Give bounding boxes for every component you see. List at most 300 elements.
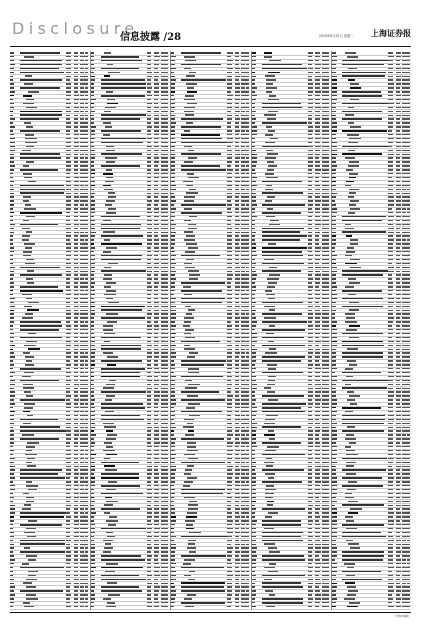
- row-name: [262, 212, 301, 214]
- row-value: [407, 115, 410, 116]
- row-code: [332, 99, 337, 100]
- row-value: [147, 228, 152, 229]
- row-name: [184, 348, 195, 350]
- row-code: [332, 481, 337, 482]
- row-code: [91, 571, 95, 572]
- row-code: [252, 200, 257, 201]
- row-code: [91, 278, 95, 279]
- row-code: [332, 161, 336, 162]
- row-value: [308, 403, 313, 404]
- row-value: [235, 325, 240, 326]
- row-value: [388, 555, 392, 556]
- row-value: [315, 103, 320, 104]
- row-code: [332, 590, 335, 591]
- row-code: [252, 559, 256, 560]
- row-value: [74, 540, 79, 541]
- row-value: [308, 204, 313, 205]
- row-value: [227, 134, 232, 135]
- row-code: [91, 91, 95, 92]
- row-value: [74, 403, 79, 404]
- row-value: [326, 594, 329, 595]
- row-value: [315, 555, 319, 556]
- row-code: [91, 547, 96, 548]
- row-name: [342, 231, 386, 233]
- row-name: [23, 582, 32, 584]
- row-value: [165, 536, 168, 537]
- row-code: [91, 306, 95, 307]
- row-value: [315, 505, 320, 506]
- row-value: [66, 91, 71, 92]
- row-code: [91, 466, 96, 467]
- row-value: [407, 99, 410, 100]
- row-value: [246, 388, 249, 389]
- row-value: [165, 118, 168, 119]
- row-name: [24, 403, 35, 405]
- row-value: [227, 247, 232, 248]
- row-code: [10, 602, 14, 603]
- row-value: [85, 193, 88, 194]
- row-value: [147, 469, 152, 470]
- row-name: [266, 606, 275, 608]
- row-code: [91, 419, 95, 420]
- row-name: [264, 543, 275, 545]
- row-code: [332, 586, 337, 587]
- row-name: [26, 99, 35, 101]
- row-value: [396, 247, 400, 248]
- row-value: [74, 606, 78, 607]
- row-value: [308, 130, 313, 131]
- row-value: [326, 384, 329, 385]
- row-value: [396, 118, 400, 119]
- row-value: [396, 583, 400, 584]
- row-value: [66, 430, 71, 431]
- row-code: [332, 95, 337, 96]
- row-value: [315, 594, 320, 595]
- row-name: [101, 419, 145, 421]
- row-code: [252, 150, 256, 151]
- row-value: [85, 497, 88, 498]
- row-name: [101, 130, 142, 132]
- row-value: [85, 274, 88, 275]
- row-code: [332, 352, 336, 353]
- row-code: [332, 317, 335, 318]
- row-value: [308, 247, 313, 248]
- row-code: [91, 122, 94, 123]
- row-value: [85, 391, 88, 392]
- row-value: [326, 294, 329, 295]
- row-name: [101, 575, 140, 577]
- row-value: [74, 56, 78, 57]
- row-value: [165, 547, 168, 548]
- row-value: [315, 329, 320, 330]
- row-code: [332, 516, 337, 517]
- row-code: [252, 419, 255, 420]
- row-name: [262, 481, 303, 483]
- row-code: [91, 142, 94, 143]
- row-value: [315, 532, 320, 533]
- row-value: [388, 395, 393, 396]
- row-value: [147, 458, 151, 459]
- row-code: [332, 286, 337, 287]
- row-value: [85, 235, 88, 236]
- row-value: [308, 232, 312, 233]
- row-value: [165, 325, 168, 326]
- row-value: [241, 349, 245, 350]
- row-value: [235, 95, 240, 96]
- row-value: [80, 489, 84, 490]
- row-value: [154, 547, 159, 548]
- row-value: [85, 247, 88, 248]
- row-name: [26, 497, 34, 499]
- row-value: [235, 329, 240, 330]
- row-value: [74, 384, 79, 385]
- row-value: [241, 352, 245, 353]
- row-value: [308, 579, 313, 580]
- row-value: [246, 126, 249, 127]
- row-value: [246, 99, 249, 100]
- row-name: [342, 306, 382, 308]
- row-value: [165, 263, 168, 264]
- row-value: [396, 56, 401, 57]
- row-code: [10, 130, 13, 131]
- row-name: [342, 103, 387, 105]
- row-value: [74, 317, 78, 318]
- row-name: [342, 430, 384, 432]
- row-name: [184, 111, 194, 113]
- issue-date: 2010年8月31日 星期二: [319, 34, 354, 38]
- row-name: [181, 582, 225, 584]
- row-value: [154, 493, 159, 494]
- row-value: [402, 364, 406, 365]
- row-code: [10, 321, 14, 322]
- row-value: [396, 376, 401, 377]
- row-value: [407, 79, 410, 80]
- row-value: [85, 189, 88, 190]
- row-value: [388, 224, 392, 225]
- row-name: [262, 395, 304, 397]
- row-code: [10, 364, 14, 365]
- row-value: [66, 126, 71, 127]
- row-value: [227, 208, 231, 209]
- row-value: [308, 103, 313, 104]
- row-value: [235, 79, 240, 80]
- row-value: [66, 415, 70, 416]
- row-value: [66, 508, 70, 509]
- row-name: [106, 384, 115, 386]
- row-name: [348, 278, 356, 280]
- row-code: [332, 380, 337, 381]
- row-value: [388, 267, 393, 268]
- row-code: [252, 532, 256, 533]
- row-value: [74, 208, 79, 209]
- row-value: [246, 161, 249, 162]
- row-value: [66, 563, 70, 564]
- row-value: [235, 497, 240, 498]
- row-value: [407, 83, 410, 84]
- row-value: [165, 177, 168, 178]
- row-name: [186, 75, 195, 77]
- row-value: [147, 349, 151, 350]
- row-code: [10, 232, 14, 233]
- row-value: [407, 118, 410, 119]
- row-value: [66, 64, 71, 65]
- row-code: [171, 571, 176, 572]
- row-name: [104, 189, 113, 191]
- section-title: 信息披露 /28: [120, 32, 182, 43]
- row-name: [265, 173, 274, 175]
- row-code: [332, 142, 336, 143]
- row-value: [66, 434, 71, 435]
- row-value: [154, 169, 159, 170]
- row-value: [147, 118, 152, 119]
- row-value: [308, 349, 313, 350]
- row-value: [154, 469, 158, 470]
- row-value: [308, 189, 312, 190]
- row-value: [147, 64, 151, 65]
- row-code: [252, 286, 257, 287]
- row-value: [388, 559, 393, 560]
- row-value: [227, 122, 231, 123]
- row-value: [227, 508, 231, 509]
- row-value: [85, 477, 88, 478]
- row-value: [147, 407, 151, 408]
- row-name: [264, 306, 274, 308]
- row-name: [348, 142, 358, 144]
- row-name: [342, 407, 381, 409]
- row-code: [252, 430, 256, 431]
- row-code: [171, 325, 175, 326]
- row-code: [91, 333, 95, 334]
- row-value: [407, 337, 410, 338]
- row-name: [20, 419, 58, 421]
- row-value: [85, 388, 88, 389]
- row-value: [235, 547, 240, 548]
- row-value: [165, 130, 168, 131]
- row-code: [171, 306, 175, 307]
- row-value: [396, 60, 400, 61]
- row-value: [315, 302, 319, 303]
- row-value: [165, 157, 168, 158]
- row-value: [308, 602, 312, 603]
- row-name: [101, 368, 145, 370]
- row-name: [185, 114, 193, 116]
- row-name: [342, 571, 380, 573]
- row-value: [315, 462, 319, 463]
- row-value: [407, 372, 410, 373]
- row-value: [154, 111, 159, 112]
- row-value: [315, 586, 319, 587]
- row-name: [349, 177, 356, 179]
- row-code: [332, 157, 335, 158]
- row-value: [147, 87, 152, 88]
- row-value: [308, 388, 313, 389]
- row-code: [171, 142, 176, 143]
- row-value: [308, 493, 313, 494]
- row-name: [184, 99, 195, 101]
- row-name: [101, 345, 141, 347]
- row-name: [27, 442, 39, 444]
- row-value: [165, 349, 168, 350]
- row-code: [10, 388, 14, 389]
- row-code: [91, 247, 96, 248]
- row-name: [185, 95, 194, 97]
- row-value: [235, 551, 240, 552]
- row-name: [23, 387, 34, 389]
- row-code: [171, 56, 176, 57]
- row-value: [308, 294, 312, 295]
- row-value: [396, 415, 401, 416]
- row-value: [315, 466, 320, 467]
- row-name: [181, 586, 224, 588]
- row-name: [348, 79, 355, 81]
- row-name: [346, 575, 355, 577]
- row-code: [91, 185, 96, 186]
- row-code: [91, 407, 96, 408]
- row-value: [147, 76, 152, 77]
- row-value: [396, 317, 400, 318]
- row-name: [189, 571, 195, 573]
- row-name: [181, 399, 225, 401]
- row-value: [308, 76, 313, 77]
- row-value: [326, 251, 329, 252]
- row-value: [246, 259, 249, 260]
- row-code: [171, 177, 175, 178]
- row-value: [147, 177, 151, 178]
- row-value: [246, 372, 249, 373]
- row-code: [91, 536, 94, 537]
- row-code: [252, 446, 257, 447]
- row-value: [74, 419, 79, 420]
- row-value: [66, 337, 70, 338]
- row-value: [147, 575, 152, 576]
- row-name: [350, 508, 362, 510]
- row-name: [181, 212, 222, 214]
- row-value: [85, 150, 88, 151]
- row-name: [188, 458, 199, 460]
- row-value: [227, 376, 232, 377]
- row-value: [227, 462, 231, 463]
- row-value: [74, 520, 79, 521]
- row-name: [184, 333, 191, 335]
- row-code: [10, 532, 14, 533]
- row-value: [308, 606, 312, 607]
- row-name: [104, 458, 110, 460]
- row-name: [24, 372, 34, 374]
- row-value: [246, 341, 249, 342]
- row-value: [74, 239, 78, 240]
- row-code: [10, 559, 15, 560]
- row-value: [147, 161, 151, 162]
- row-value: [227, 349, 231, 350]
- row-value: [85, 485, 88, 486]
- row-value: [227, 337, 232, 338]
- row-value: [407, 540, 410, 541]
- row-name: [342, 341, 382, 343]
- row-value: [74, 60, 78, 61]
- row-value: [235, 575, 240, 576]
- row-name: [345, 497, 354, 499]
- row-value: [326, 345, 329, 346]
- row-code: [91, 329, 95, 330]
- row-value: [246, 83, 249, 84]
- row-value: [326, 606, 329, 607]
- row-name: [181, 138, 222, 140]
- row-code: [252, 415, 256, 416]
- row-value: [66, 575, 70, 576]
- row-value: [407, 60, 410, 61]
- row-name: [265, 497, 273, 499]
- row-value: [326, 76, 329, 77]
- row-name: [183, 181, 192, 183]
- row-value: [154, 216, 159, 217]
- row-code: [171, 458, 174, 459]
- row-code: [332, 235, 336, 236]
- row-value: [388, 341, 393, 342]
- row-value: [407, 458, 410, 459]
- row-value: [74, 532, 79, 533]
- row-value: [326, 528, 329, 529]
- row-value: [315, 99, 319, 100]
- row-value: [315, 68, 320, 69]
- row-value: [147, 528, 152, 529]
- row-value: [396, 134, 401, 135]
- row-name: [26, 446, 35, 448]
- row-value: [165, 134, 168, 135]
- row-name: [23, 493, 29, 495]
- row-value: [326, 259, 329, 260]
- row-name: [262, 536, 302, 538]
- row-code: [252, 52, 256, 53]
- row-value: [227, 204, 232, 205]
- row-value: [388, 567, 393, 568]
- table-row: [91, 605, 170, 610]
- row-value: [147, 391, 151, 392]
- row-name: [106, 282, 117, 284]
- table-column: [171, 51, 250, 610]
- row-code: [10, 173, 13, 174]
- row-name: [187, 594, 196, 596]
- row-code: [171, 454, 176, 455]
- row-value: [165, 52, 168, 53]
- row-value: [66, 177, 70, 178]
- row-value: [154, 126, 159, 127]
- row-code: [91, 154, 95, 155]
- row-value: [66, 204, 71, 205]
- row-code: [252, 583, 255, 584]
- row-value: [246, 298, 249, 299]
- row-name: [349, 161, 359, 163]
- row-value: [308, 138, 313, 139]
- row-value: [388, 87, 393, 88]
- row-value: [235, 524, 240, 525]
- row-name: [189, 501, 197, 503]
- row-code: [10, 372, 15, 373]
- row-value: [154, 508, 159, 509]
- row-value: [308, 528, 312, 529]
- row-code: [91, 212, 95, 213]
- row-value: [74, 267, 79, 268]
- table-row: [10, 605, 89, 610]
- row-value: [315, 427, 320, 428]
- row-value: [235, 204, 240, 205]
- row-name: [183, 485, 189, 487]
- row-value: [227, 196, 232, 197]
- row-value: [407, 333, 410, 334]
- row-name: [189, 415, 200, 417]
- row-code: [171, 497, 174, 498]
- row-code: [171, 602, 174, 603]
- row-code: [91, 411, 95, 412]
